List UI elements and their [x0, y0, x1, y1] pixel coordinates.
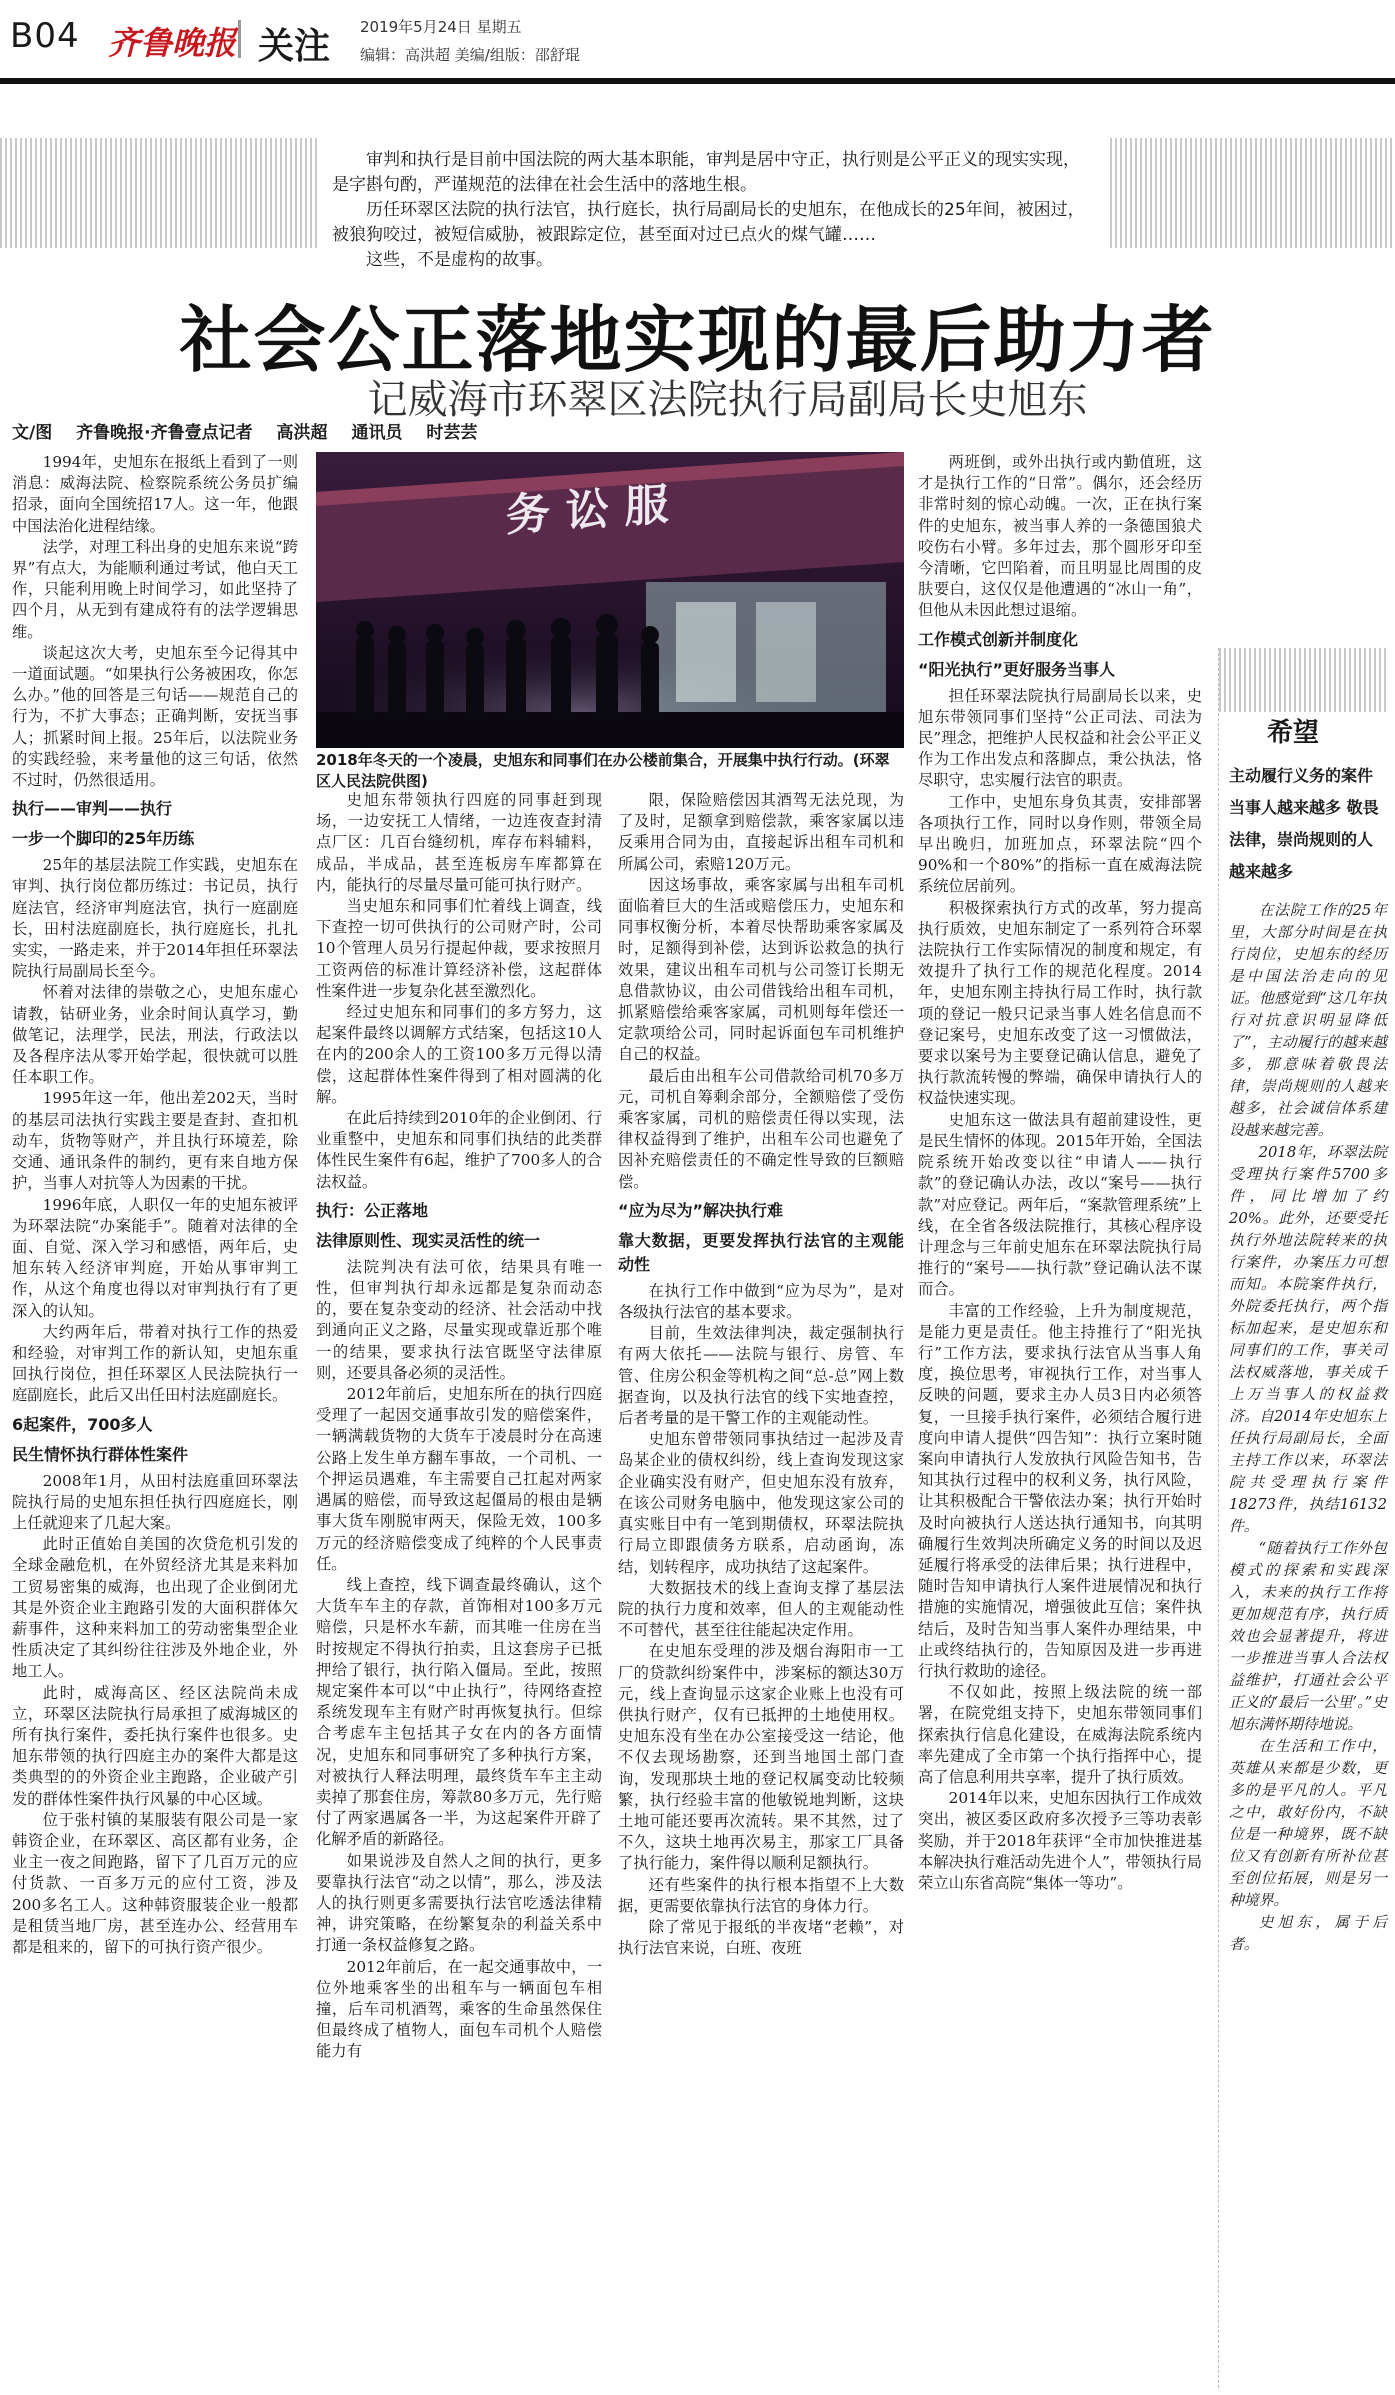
sidebar-hope [1218, 648, 1388, 2388]
paragraph: 法院判决有法可依，结果具有唯一性，但审判执行却永远都是复杂而动态的，要在复杂变动的经济、社会活动中找到通向正义之路，尽量实现或靠近那个唯一的结果，要求执行法官既坚守法律原则，还要具备必须的灵活性。 [316, 1257, 602, 1382]
byline-item: 高洪超 [276, 423, 328, 443]
section-subheading: 法律原则性、现实灵活性的统一 [316, 1230, 541, 1250]
section-subheading: 一步一个脚印的25年历练 [12, 829, 195, 849]
sidebar-lead: 主动履行义务的案件当事人越来越多 敬畏法律，崇尚规则的人越来越多 [1229, 766, 1379, 881]
article-column-3 [618, 790, 904, 2390]
paragraph: 在此后持续到2010年的企业倒闭、行业重整中，史旭东和同事们执结的此类群体性民生案件有6起，维护了700多人的合法权益。 [316, 1109, 602, 1191]
lead-paragraph: 历任环翠区法院的执行法官，执行庭长，执行局副局长的史旭东，在他成长的25年间，被困过，被狼狗咬过，被短信威胁，被跟踪定位，甚至面对过已点火的煤气罐…… [332, 200, 1085, 245]
editor-credits: 编辑：高洪超 美编/组版：邵舒琨 [360, 46, 580, 64]
photo-caption: 2018年冬天的一个凌晨，史旭东和同事们在办公楼前集合，开展集中执行行动。(环翠区人民法院供图) [316, 751, 890, 790]
paragraph: 怀着对法律的崇敬之心，史旭东虚心请教，钻研业务，业余时间认真学习，勤做笔记，法理学，民法，刑法，行政法以及各程序法从零开始学起，很快就可以胜任本职工作。 [12, 983, 298, 1087]
paragraph: 1995年这一年，他出差202天，当时的基层司法执行实践主要是查封、查扣机动车，货物等财产，并且执行环境差，除交通、通讯条件的制约，更有来自地方保护，当事人对抗等人为因素的干扰。 [12, 1089, 298, 1193]
paragraph: 谈起这次大考，史旭东至今记得其中一道面试题。“如果执行公务被困攻，你怎么办。”他的回答是三句话——规范自己的行为，不扩大事态；正确判断，安抚当事人；抓紧时间上报。25年后，以法院业务的实践经验，来考量他的这三句话，依然不过时，仍然很适用。 [12, 643, 298, 790]
paragraph: 法学，对理工科出身的史旭东来说“跨界”有点大，为能顺利通过考试，他白天工作，只能利用晚上时间学习，如此坚持了四个月，从无到有建成符有的法学逻辑思维。 [12, 537, 298, 641]
byline-item: 文/图 [12, 423, 53, 443]
byline-item: 通讯员 [351, 423, 403, 443]
article-column-2 [316, 790, 602, 2390]
headline: 社会公正落地实现的最后助力者 [179, 298, 1216, 382]
paragraph: 史旭东，属于后者。 [1229, 1914, 1387, 1953]
paragraph: 1996年底，人职仅一年的史旭东被评为环翠法院“办案能手”。随着对法律的全面、自觉、深入学习和感悟，两年后，史旭东转入经济审判庭，开始从事审判工作，从这个角度也得以对审判执行有了更深入的认知。 [12, 1195, 298, 1320]
sidebar-title: 希望 [1267, 718, 1320, 748]
subheadline: 记威海市环翠区法院执行局副局长史旭东 [367, 377, 1088, 423]
paragraph: 在执行工作中做到“应为尽为”，是对各级执行法官的基本要求。 [618, 1281, 904, 1322]
paragraph: 还有些案件的执行根本指望不上大数据，更需要依靠执行法官的身体力行。 [618, 1875, 904, 1915]
issue-date: 2019年5月24日 星期五 [360, 18, 522, 36]
byline [12, 418, 495, 443]
paragraph: 2014年以来，史旭东因执行工作成效突出，被区委区政府多次授予三等功表彰奖励，并于2018年获评“全市加快推进基本解决执行难活动先进个人”，带领执行局荣立山东省高院“集体一等功”。 [918, 1789, 1202, 1892]
page-number: B04 [10, 16, 80, 56]
paragraph: 此时，威海高区、经区法院尚未成立，环翠区法院执行局承担了威海城区的所有执行案件，委托执行案件也很多。史旭东带领的执行四庭主办的案件大都是这类典型的的外资企业主跑路，企业破产引发的群体性案件执行风暴的中心区域。 [12, 1683, 298, 1808]
paragraph: 2008年1月，从田村法庭重回环翠法院执行局的史旭东担任执行四庭庭长，刚上任就迎来了几起大案。 [12, 1471, 298, 1532]
paragraph: 25年的基层法院工作实践，史旭东在审判、执行岗位都历练过：书记员，执行庭法官，经济审判庭法官，执行一庭副庭长，田村法庭副庭长，执行庭庭长，扎扎实实，一路走来，并于2014年担任环翠法院执行局副局长至今。 [12, 856, 298, 981]
section-subheading: “阳光执行”更好服务当事人 [918, 659, 1116, 679]
lead-box [318, 138, 1108, 270]
paragraph: 经过史旭东和同事们的多方努力，这起案件最终以调解方式结案，包括这10人在内的200余人的工资100多万元得以清偿，这起群体性案件得到了相对圆满的化解。 [316, 1003, 602, 1106]
sidebar-hatch [1219, 648, 1389, 712]
paragraph: 除了常见于报纸的半夜堵“老赖”，对执行法官来说，白班、夜班 [618, 1917, 904, 1958]
paragraph: 如果说涉及自然人之间的执行，更多要靠执行法官“动之以情”，那么，涉及法人的执行则更多需要执行法官吃透法律精神，讲究策略，在纷繁复杂的利益关系中打通一条权益修复之路。 [316, 1851, 602, 1955]
section-heading: 6起案件，700多人 [12, 1414, 153, 1434]
byline-item: 齐鲁晚报·齐鲁壹点记者 [76, 423, 253, 443]
paragraph: 在法院工作的25年里，大部分时间是在执行岗位，史旭东的经历是中国法治走向的见证。他感觉到“这几年执行对抗意识明显降低了”，主动履行的越来越多，那意味着敬畏法律，崇尚规则的人越来越多，社会诚信体系建设越来越完善。 [1229, 902, 1387, 1139]
section-heading: 工作模式创新并制度化 [918, 629, 1079, 649]
section-subheading: 靠大数据，更要发挥执行法官的主观能动性 [618, 1230, 904, 1274]
section-heading: 执行——审判——执行 [12, 799, 173, 819]
header-divider [238, 20, 241, 58]
section-name: 关注 [258, 26, 331, 67]
newspaper-logo: 齐鲁晚报 [108, 24, 237, 62]
paragraph: 不仅如此，按照上级法院的统一部署，在院党组支持下，史旭东带领同事们探索执行信息化建设，在威海法院系统内率先建成了全市第一个执行指挥中心，提高了信息利用共享率，提升了执行质效。 [918, 1683, 1202, 1786]
lead-paragraph: 这些，不是虚构的故事。 [366, 250, 553, 270]
paragraph: 工作中，史旭东身负其责，安排部署各项执行工作，同时以身作则，带领全局早出晚归，加班加点，环翠法院“四个90%和一个80%”的指标一直在威海法院系统位居前列。 [918, 792, 1202, 896]
sidebar-body [1229, 900, 1387, 1956]
paragraph: 大约两年后，带着对执行工作的热爱和经验，对审判工作的新认知，史旭东重回执行岗位，担任环翠区人民法院执行一庭副庭长，此后又出任田村法庭副庭长。 [12, 1322, 298, 1405]
paragraph: 大数据技术的线上查询支撑了基层法院的执行力度和效率，但人的主观能动性不可替代，甚至往往能起决定作用。 [618, 1578, 904, 1640]
paragraph: 丰富的工作经验，上升为制度规范，是能力更是责任。他主持推行了“阳光执行”工作方法，要求执行法官从当事人角度，换位思考，审视执行工作，对当事人反映的问题，要求主办人员3日内必须答复，一旦接手执行案件，必须结合履行进度向申请人提供“四告知”：执行立案时随案向申请执行人发放执行风险告知书，告知其执行过程中的权利义务，执行风险，让其积极配合干警依法办案；执行开始时及时向被执行人送达执行通知书，向其明确履行生效判决所确定义务的时间以及迟延履行将承受的法律后果；执行进程中，随时告知申请执行人案件进展情况和执行措施的实施情况，增强彼此互信；案件执结后，及时告知当事人案件办理结果，中止或终结执行的，告知原因及进一步再进行执行救助的途径。 [918, 1301, 1202, 1680]
paragraph: 1994年，史旭东在报纸上看到了一则消息：威海法院、检察院系统公务员扩编招录，面向全国统招17人。这一年，他跟中国法治化进程结缘。 [12, 453, 298, 535]
paragraph: 2018年，环翠法院受理执行案件5700多件，同比增加了约20%。此外，还要受托执行外地法院转来的执行案件，办案压力可想而知。本院案件执行，外院委托执行，两个指标加起来，是史旭东和同事们的工作，事关司法权威落地，事关成千上万当事人的权益救济。自2014年史旭东上任执行局副局长，全面主持工作以来，环翠法院共受理执行案件18273件，执结16132件。 [1229, 1144, 1387, 1535]
paragraph: 史旭东带领执行四庭的同事赶到现场，一边安抚工人情绪，一边连夜查封清点厂区：几百台缝纫机，库存布料辅料，成品，半成品，甚至连板房车库都算在内，能执行的尽量尽量可能可执行财产。 [316, 791, 602, 894]
article-column-4 [918, 452, 1202, 2387]
news-photo [316, 452, 904, 748]
paragraph: 因这场事故，乘客家属与出租车司机面临着巨大的生活或赔偿压力，史旭东和同事权衡分析，本着尽快帮助乘客家属及时，足额得到补偿，达到诉讼救急的执行效果，建议出租车司机与公司签订长期无息借款协议，由公司借钱给出租车司机，抓紧赔偿给乘客家属，司机则每年偿还一定款项给公司，同时起诉面包车司机维护自己的权益。 [618, 875, 904, 1064]
paragraph: 此时正值始自美国的次贷危机引发的全球金融危机，在外贸经济尤其是来料加工贸易密集的威海，也出现了企业倒闭尤其是外资企业主跑路引发的大面积群体欠薪事件，这种来料加工的劳动密集型企业性质决定了其纠纷往往涉及外地企业，外地工人。 [12, 1535, 298, 1681]
section-heading: “应为尽为”解决执行难 [618, 1200, 784, 1220]
paragraph: 位于张村镇的某服装有限公司是一家韩资企业，在环翠区、高区都有业务，企业主一夜之间跑路，留下了几百万元的应付货款、一百多万元的应付工资，涉及200多名工人。这种韩资服装企业一般都是租赁当地厂房，甚至连办公、经营用车都是租来的，留下的可执行资产很少。 [12, 1810, 298, 1956]
section-subheading: 民生情怀执行群体性案件 [12, 1444, 189, 1464]
paragraph: “随着执行工作外包模式的探索和实践深入，未来的执行工作将更加规范有序，执行质效也会显著提升，将进一步推进当事人合法权益维护，打通社会公平正义的‘最后一公里’。”史旭东满怀期待地说。 [1229, 1540, 1387, 1733]
paragraph: 在史旭东受理的涉及烟台海阳市一工厂的贷款纠纷案件中，涉案标的额达30万元，线上查询显示这家企业账上也没有可供执行财产，仅有已抵押的土地使用权。史旭东没有坐在办公室接受这一结论，他不仅去现场勘察，还到当地国土部门查询，发现那块土地的登记权属变动比较频繁，执行经验丰富的他敏锐地判断，这块土地可能还要再次流转。果不其然，过了不久，这块土地再次易主，那家工厂具备了执行能力，案件得以顺利足额执行。 [618, 1642, 904, 1873]
paragraph: 目前，生效法律判决，裁定强制执行有两大依托——法院与银行、房管、车管、住房公积金等机构之间“总-总”网上数据查询，以及执行法官的线下实地查控，后者考量的是干警工作的主观能动性。 [618, 1324, 904, 1428]
paragraph: 2012年前后，在一起交通事故中，一位外地乘客坐的出租车与一辆面包车相撞，后车司机酒驾，乘客的生命虽然保住但最终成了植物人，面包车司机个人赔偿能力有 [316, 1957, 602, 2061]
paragraph: 积极探索执行方式的改革，努力提高执行质效，史旭东制定了一系列符合环翠法院执行工作实际情况的制度和规定，有效提升了执行工作的规范化程度。2014年，史旭东刚主持执行局工作时，执行款项的登记一般只记录当事人姓名信息而不登记案号，史旭东改变了这一习惯做法，要求以案号为主要登记确认信息，避免了执行款流转慢的弊端，确保申请执行人的权益快速实现。 [918, 898, 1202, 1108]
article-column-1 [12, 452, 298, 2387]
lead-paragraph: 审判和执行是目前中国法院的两大基本职能，审判是居中守正，执行则是公平正义的现实实现，是字斟句酌，严谨规范的法律在社会生活中的落地生根。 [332, 150, 1080, 195]
paragraph: 限，保险赔偿因其酒驾无法兑现，为了及时，足额拿到赔偿款，乘客家属以违反乘用合同为由，直接起诉出租车司机和所属公司，索赔120万元。 [618, 791, 904, 873]
paragraph: 史旭东曾带领同事执结过一起涉及青岛某企业的债权纠纷，线上查询发现这家企业确实没有财产，但史旭东没有放弃，在该公司财务电脑中，他发现这家公司的真实账目中有一笔到期债权，环翠法院执行局立即跟债务方联系，启动函询，冻结，划转程序，成功执结了这起案件。 [618, 1430, 904, 1576]
paragraph: 2012年前后，史旭东所在的执行四庭受理了一起因交通事故引发的赔偿案件，一辆满载货物的大货车于凌晨时分在高速公路上发生单方翻车事故，一个司机、一个押运员遇难，车主需要自己扛起对两家遇属的赔偿，而导致这起僵局的根由是辆事大货车刚脱审两天，保险无效，100多万元的经济赔偿变成了纯粹的个人民事责任。 [316, 1385, 602, 1573]
paragraph: 担任环翠法院执行局副局长以来，史旭东带领同事们坚持“公正司法、司法为民”理念，把维护人民权益和社会公平正义作为工作出发点和落脚点，秉公执法，恪尽职守，忠实履行法官的职责。 [918, 686, 1202, 790]
byline-item: 时芸芸 [426, 423, 478, 443]
header-rule [0, 78, 1395, 84]
paragraph: 线上查控，线下调查最终确认，这个大货车车主的存款，首饰相对100多万元赔偿，只是杯水车薪，而其唯一住房在当时按规定不得执行拍卖，且这套房子已抵押给了银行，执行陷入僵局。至此，按照规定案件本可以“中止执行”，待网络查控系统发现车主有财产时再恢复执行。但综合考虑车主包括其子女在内的各方面情况，史旭东和同事研究了多种执行方案，对被执行人释法明理，最终货车车主主动卖掉了那套住房，筹款80多万元，先行赔付了两家遇属各一半，为这起案件开辟了化解矛盾的新路径。 [316, 1575, 602, 1849]
paragraph: 两班倒，或外出执行或内勤值班，这才是执行工作的“日常”。偶尔，还会经历非常时刻的惊心动魄。一次，正在执行案件的史旭东，被当事人养的一条德国狼犬咬伤右小臂。多年过去，那个圆形牙印至今清晰，它凹陷着，而且明显比周围的皮肤要白，这仅仅是他遭遇的“冰山一角”，但他从未因此想过退缩。 [918, 453, 1202, 620]
section-heading: 执行：公正落地 [316, 1200, 429, 1220]
building-sign: 务 讼 服 [506, 479, 669, 542]
paragraph: 当史旭东和同事们忙着线上调查，线下查控一切可供执行的公司财产时，公司10个管理人员另行提起仲裁，要求按照月工资两倍的标准计算经济补偿，这起群体性案件进一步复杂化甚至激烈化。 [316, 897, 602, 1000]
paragraph: 最后由出租车公司借款给司机70多万元，司机自筹剩余部分，全额赔偿了受伤乘客家属，司机的赔偿责任得以实现，法律权益得到了维护，出租车公司也避免了因补充赔偿责任的不确定性导致的巨额赔偿。 [618, 1066, 904, 1191]
paragraph: 在生活和工作中，英雄从来都是少数，更多的是平凡的人。平凡之中，敢好份内，不缺位是一种境界，既不缺位又有创新有所补位甚至创位拓展，则是另一种境界。 [1229, 1738, 1387, 1909]
paragraph: 史旭东这一做法具有超前建设性，更是民生情怀的体现。2015年开始，全国法院系统开始改变以往“申请人——执行款”的登记确认办法，改以“案号——执行款”对应登记。两年后，“案款管理系统”上线，在全省各级法院推行，其核心程序设计理念与三年前史旭东在环翠法院执行局推行的“案号——执行款”登记确认法不谋而合。 [918, 1110, 1202, 1299]
